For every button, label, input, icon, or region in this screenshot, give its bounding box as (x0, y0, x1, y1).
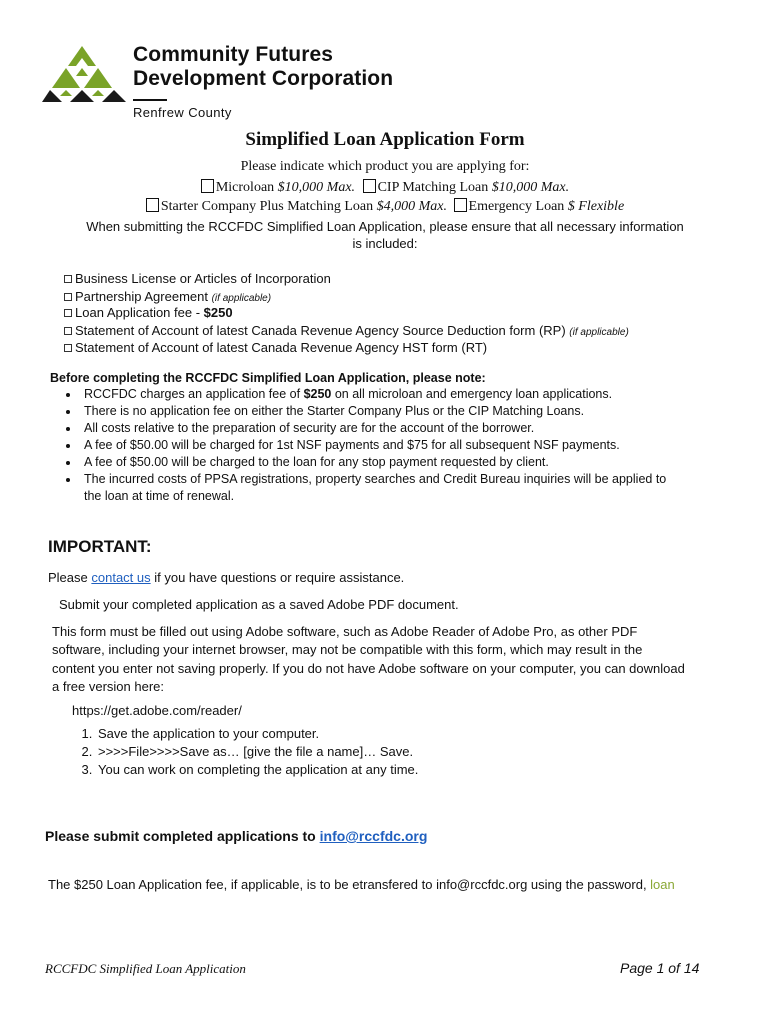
notes-heading: Before completing the RCCFDC Simplified Loan Application, please note: (50, 371, 486, 385)
checklist-item: Partnership Agreement (if applicable) (64, 289, 271, 304)
product-row-1: Microloan $10,000 Max. CIP Matching Loan $10,000 Max. (0, 179, 770, 196)
list-item: 2. >>>>File>>>>Save as… [give the file a name]… Save. (96, 743, 418, 761)
org-name-line1: Community Futures (133, 43, 334, 66)
password-text: loan (650, 877, 675, 892)
email-link[interactable]: info@rccfdc.org (319, 828, 428, 844)
list-item: • A fee of $50.00 will be charged to the loan for any stop payment requested by client. (80, 454, 770, 471)
checklist-box-icon[interactable] (64, 293, 72, 301)
submission-line: Please submit completed applications to info@rccfdc.org (45, 828, 428, 844)
microloan-checkbox[interactable] (201, 179, 214, 193)
save-pdf-note: Submit your completed application as a saved Adobe PDF document. (59, 597, 459, 612)
adobe-reader-url: https://get.adobe.com/reader/ (72, 703, 242, 718)
footer-title: RCCFDC Simplified Loan Application (45, 961, 246, 976)
submit-note-line2: is included: (352, 236, 418, 251)
page-number: Page 1 of 14 (620, 960, 700, 976)
checklist-item: Statement of Account of latest Canada Revenue Agency Source Deduction form (RP) (if applicable) (64, 323, 629, 338)
save-steps-list (48, 725, 418, 779)
checklist-box-icon[interactable] (64, 309, 72, 317)
org-name-line2: Development Corporation (133, 67, 394, 90)
list-item: • A fee of $50.00 will be charged for 1st NSF payments and $75 for all subsequent NSF payments. (80, 437, 770, 454)
list-item: • There is no application fee on either the Starter Company Plus or the CIP Matching Loans. (80, 403, 770, 420)
contact-line: Please contact us if you have questions or require assistance. (48, 570, 405, 585)
product-row-2: Starter Company Plus Matching Loan $4,000 Max. Emergency Loan $ Flexible (0, 198, 770, 215)
cip-matching-loan-checkbox[interactable] (363, 179, 376, 193)
list-item: • The incurred costs of PPSA registrations, property searches and Credit Bureau inquiries will be applied to the loan at time of renewal. (80, 471, 770, 505)
org-divider (133, 99, 167, 101)
important-heading: IMPORTANT: (48, 537, 152, 556)
form-title: Simplified Loan Application Form (245, 129, 525, 150)
cfdc-logo-icon (42, 44, 132, 104)
adobe-instructions: This form must be filled out using Adobe software, such as Adobe Reader of Adobe Pro, as other PDF software, including your internet browser, may not be compatible with this form, which may result in the content you enter not saving properly. If you do not have Adobe software on your computer, you can download a free version here: (52, 624, 685, 694)
starter-company-plus-checkbox[interactable] (146, 198, 159, 212)
fee-note: The $250 Loan Application fee, if applicable, is to be etransfered to info@rccfdc.org using the password, loan (48, 877, 675, 892)
checklist-box-icon[interactable] (64, 275, 72, 283)
list-item: • All costs relative to the preparation of security are for the account of the borrower. (80, 420, 770, 437)
notes-list (50, 386, 770, 505)
list-item: 1. Save the application to your computer. (96, 725, 418, 743)
checklist-item: Statement of Account of latest Canada Revenue Agency HST form (RT) (64, 340, 487, 355)
checklist-box-icon[interactable] (64, 327, 72, 335)
contact-us-link[interactable]: contact us (91, 570, 151, 585)
list-item: 3. You can work on completing the application at any time. (96, 761, 418, 779)
checklist-item: Business License or Articles of Incorporation (64, 271, 331, 286)
list-item: • RCCFDC charges an application fee of $250 on all microloan and emergency loan applications. (80, 386, 770, 403)
product-prompt: Please indicate which product you are applying for: (240, 159, 530, 174)
region-name: Renfrew County (133, 105, 232, 120)
checklist-box-icon[interactable] (64, 344, 72, 352)
submit-note-line1: When submitting the RCCFDC Simplified Loan Application, please ensure that all necessary information (86, 219, 684, 234)
checklist-item: Loan Application fee - $250 (64, 305, 233, 320)
emergency-loan-checkbox[interactable] (454, 198, 467, 212)
